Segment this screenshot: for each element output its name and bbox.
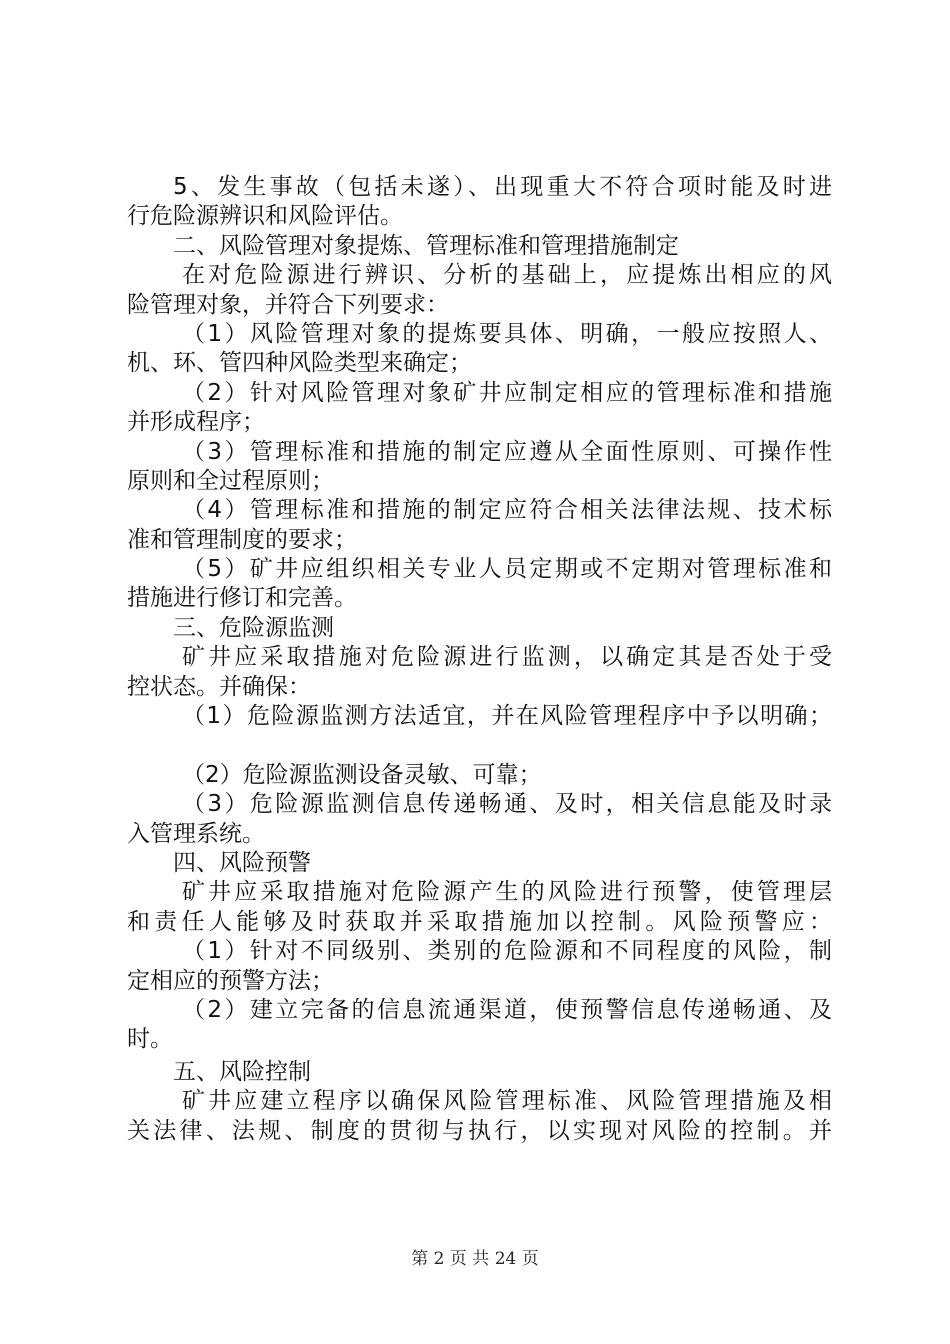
page-number-footer: 第 2 页 共 24 页 (411, 1249, 539, 1269)
list-item-2-3-line-1: （3）管理标准和措施的制定应遵从全面性原则、可操作性 (182, 438, 832, 465)
list-item-2-3-line-2: 原则和全过程原则； (127, 467, 334, 494)
list-item-3-3-line-2: 入管理系统。 (127, 820, 265, 847)
section-heading-2: 二、风险管理对象提炼、管理标准和管理措施制定 (173, 232, 679, 259)
list-item-2-5-line-1: （5）矿井应组织相关专业人员定期或不定期对管理标准和 (182, 556, 832, 583)
paragraph-intro-2-line-2: 险管理对象，并符合下列要求： (127, 291, 449, 318)
list-item-2-1-line-1: （1）风险管理对象的提炼要具体、明确，一般应按照人、 (182, 320, 832, 347)
paragraph-intro-3-line-2: 控状态。并确保： (127, 673, 311, 700)
paragraph-intro-3-line-1: 矿井应采取措施对危险源进行监测，以确定其是否处于受 (182, 644, 832, 671)
list-item-2-4-line-2: 准和管理制度的要求； (127, 526, 357, 553)
list-item-2-4-line-1: （4）管理标准和措施的制定应符合相关法律法规、技术标 (182, 497, 832, 524)
list-item-3-2: （2）危险源监测设备灵敏、可靠； (182, 761, 542, 788)
section-heading-4: 四、风险预警 (173, 849, 311, 876)
list-item-4-2-line-2: 时。 (127, 1026, 173, 1053)
paragraph-item-5-line-1: 5、发生事故（包括未遂）、出现重大不符合项时能及时进 (173, 174, 832, 200)
list-item-4-1-line-2: 定相应的预警方法； (127, 967, 334, 994)
list-item-2-2-line-1: （2）针对风险管理对象矿井应制定相应的管理标准和措施 (182, 379, 832, 406)
paragraph-item-5-line-2: 行危险源辨识和风险评估。 (127, 203, 403, 230)
list-item-2-2-line-2: 并形成程序； (127, 409, 265, 436)
section-heading-5: 五、风险控制 (173, 1058, 311, 1085)
list-item-4-2-line-1: （2）建立完备的信息流通渠道，使预警信息传递畅通、及 (182, 996, 832, 1023)
list-item-3-3-line-1: （3）危险源监测信息传递畅通、及时，相关信息能及时录 (182, 791, 832, 818)
list-item-3-1: （1）危险源监测方法适宜，并在风险管理程序中予以明确； (182, 703, 832, 730)
document-body (127, 173, 832, 1146)
paragraph-intro-4-line-1: 矿井应采取措施对危险源产生的风险进行预警，使管理层 (182, 879, 832, 906)
blank-line (127, 731, 832, 760)
paragraph-intro-2-line-1: 在对危险源进行辨识、分析的基础上，应提炼出相应的风 (182, 262, 832, 289)
list-item-2-5-line-2: 措施进行修订和完善。 (127, 585, 357, 612)
list-item-2-1-line-2: 机、环、管四种风险类型来确定； (127, 350, 472, 377)
section-heading-3: 三、危险源监测 (173, 614, 334, 641)
paragraph-intro-4-line-2: 和责任人能够及时获取并采取措施加以控制。风险预警应： (127, 908, 832, 935)
paragraph-intro-5-line-2: 关法律、法规、制度的贯彻与执行，以实现对风险的控制。并 (127, 1117, 832, 1144)
list-item-4-1-line-1: （1）针对不同级别、类别的危险源和不同程度的风险，制 (182, 938, 832, 965)
paragraph-intro-5-line-1: 矿井应建立程序以确保风险管理标准、风险管理措施及相 (182, 1088, 832, 1115)
